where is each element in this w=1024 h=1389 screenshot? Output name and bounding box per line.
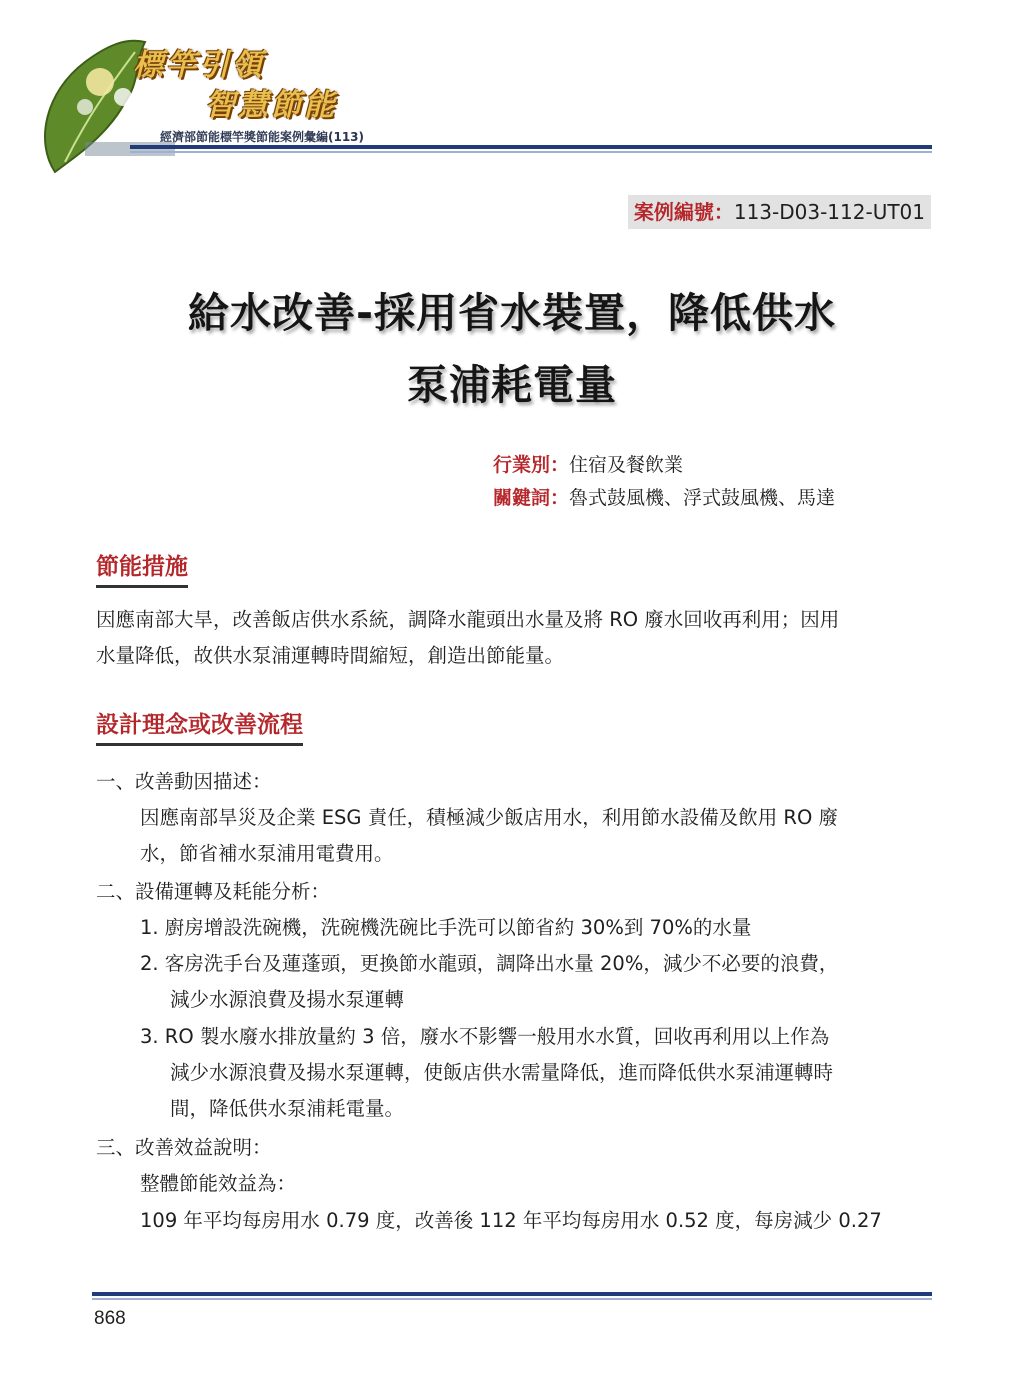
list-item: 1. 廚房增設洗碗機，洗碗機洗碗比手洗可以節省約 30%到 70%的水量 (140, 916, 752, 939)
header-subtitle: 經濟部節能標竿獎節能案例彙編(113) (160, 130, 365, 144)
section-heading-design: 設計理念或改善流程 (96, 706, 303, 746)
list-item: 3. RO 製水廢水排放量約 3 倍，廢水不影響一般用水水質，回收再利用以上作為 (140, 1025, 830, 1048)
paragraph-line: 整體節能效益為： (140, 1172, 297, 1195)
brand-line-1: 標竿引領 (133, 48, 265, 83)
list-item-cont: 減少水源浪費及揚水泵運轉，使飯店供水需量降低，進而降低供水泵浦運轉時 (170, 1061, 834, 1084)
paragraph-line: 水量降低，故供水泵浦運轉時間縮短，創造出節能量。 (96, 644, 565, 667)
list-heading: 二、設備運轉及耗能分析： (96, 880, 331, 903)
case-number-label: 案例編號： (633, 200, 734, 224)
industry-label: 行業別： (493, 454, 570, 476)
header-divider (130, 145, 932, 149)
footer-divider-thin (92, 1298, 932, 1300)
footer-divider (92, 1292, 932, 1296)
paragraph-line: 因應南部旱災及企業 ESG 責任，積極減少飯店用水，利用節水設備及飲用 RO 廢 (140, 806, 839, 829)
list-heading: 三、改善效益說明： (96, 1136, 272, 1159)
paragraph-line: 109 年平均每房用水 0.79 度，改善後 112 年平均每房用水 0.52 度，每房減少 0.27 (140, 1209, 882, 1232)
keywords-value: 魯式鼓風機、浮式鼓風機、馬達 (569, 487, 836, 509)
industry-row (493, 450, 683, 477)
keywords-row (493, 483, 835, 510)
list-item: 2. 客房洗手台及蓮蓬頭，更換節水龍頭，調降出水量 20%，減少不必要的浪費， (140, 952, 839, 975)
list-item-cont: 減少水源浪費及揚水泵運轉 (170, 988, 405, 1011)
keywords-label: 關鍵詞： (493, 487, 570, 509)
page-title-line-2: 泵浦耗電量 (407, 361, 617, 409)
section-heading-measures: 節能措施 (96, 548, 188, 588)
industry-value: 住宿及餐飲業 (569, 454, 684, 476)
case-number-value: 113-D03-112-UT01 (733, 200, 925, 224)
header-divider-thin (130, 151, 932, 153)
list-item-cont: 間，降低供水泵浦耗電量。 (170, 1097, 405, 1120)
page-number: 868 (94, 1308, 126, 1329)
list-heading: 一、改善動因描述： (96, 770, 272, 793)
page-title-line-1: 給水改善-採用省水裝置，降低供水 (187, 289, 836, 337)
paragraph-line: 水，節省補水泵浦用電費用。 (140, 842, 394, 865)
brand-line-2: 智慧節能 (205, 88, 337, 123)
paragraph-line: 因應南部大旱，改善飯店供水系統，調降水龍頭出水量及將 RO 廢水回收再利用；因用 (96, 608, 840, 631)
case-number-badge (628, 195, 931, 229)
